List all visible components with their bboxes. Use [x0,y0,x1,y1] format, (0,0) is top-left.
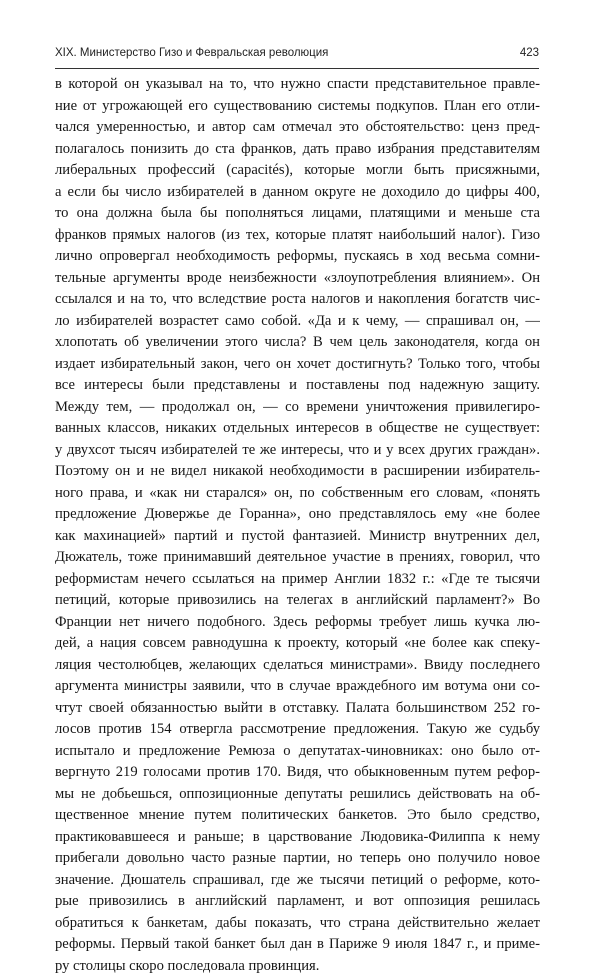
text-line: ванных классов, никаких отдельных интересов в обществе не существует: [55,418,540,440]
text-line: ло избирателей возрастет само собой. «Да и к чему, — спрашивал он, — [55,311,540,333]
text-line: ляция честолюбцев, желающих сделаться министрами». Ввиду последнего [55,655,540,677]
text-line: чтут своей обязанностью выйти в отставку. Палата большинством 252 го- [55,698,540,720]
text-line: реформистам нечего ссылаться на пример Англии 1832 г.: «Где те тысячи [55,569,540,591]
text-line: ние от угрожающей его существованию системы подкупов. План его отли- [55,96,540,118]
text-line: прибегали довольно часто разные партии, но теперь оно получило новое [55,848,540,870]
text-line: вергнуто 219 голосами против 170. Видя, что обыкновенным путем рефор- [55,762,540,784]
text-line: как махинацией» партий и пустой фантазией. Министр внутренних дел, [55,526,540,548]
text-line: дей, а нация совсем равнодушна к проекту, который «не более как спеку- [55,633,540,655]
text-line: ного права, и «как ни старался» он, по собственным его словам, «понять [55,483,540,505]
text-line: а если бы число избирателей в данном округе не доходило до цифры 400, [55,182,540,204]
text-line: практиковавшееся и раньше; в царствование Людовика-Филиппа к нему [55,827,540,849]
text-line: петиций, которые привозились на телегах в английский парламент?» Во [55,590,540,612]
text-line: чался умеренностью, и автор сам отмечал это обстоятельство: ценз пред- [55,117,540,139]
text-line: в которой он указывал на то, что нужно спасти представительное правле- [55,74,540,96]
text-line: обратиться к банкетам, дабы показать, что страна действительно желает [55,913,540,935]
text-line: мы не добьешься, оппозиционные депутаты решились действовать на об- [55,784,540,806]
text-line: у двухсот тысяч избирателей те же интересы, что и у всех других граждан». [55,440,540,462]
page-number: 423 [520,47,539,59]
text-line: издает избирательный закон, чего он хочет достигнуть? Только того, чтобы [55,354,540,376]
text-line: рые привозились в английский парламент, и вот оппозиция решилась [55,891,540,913]
text-line: реформы. Первый такой банкет был дан в Париже 9 июля 1847 г., и приме- [55,934,540,956]
body-text [55,74,540,977]
text-line: предложение Дювержье де Горанна», оно представлялось ему «не более [55,504,540,526]
text-line: лосов против 154 отвергла рассмотрение предложения. Такую же судьбу [55,719,540,741]
text-line: ссылался и на то, что вследствие роста налогов и накопления богатств чис- [55,289,540,311]
text-line: лично опровергал необходимость реформы, пускаясь в ход весьма сомни- [55,246,540,268]
text-line: все интересы были представлены и поставлены под надежную защиту. [55,375,540,397]
text-line: щественное мнение путем политических банкетов. Это было средство, [55,805,540,827]
chapter-title: XIX. Министерство Гизо и Февральская революция [55,47,328,59]
text-line: аргумента министры заявили, что в случае враждебного им вотума они со- [55,676,540,698]
text-line: полагалось понизить до ста франков, дать право избрания представителям [55,139,540,161]
text-line: франков прямых налогов (из тех, которые платят наибольший налог). Гизо [55,225,540,247]
text-line: хлопотать об увеличении этого числа? В чем цель законодателя, когда он [55,332,540,354]
text-line: то она должна была бы пополняться лицами, платящими и меньше ста [55,203,540,225]
running-head [55,47,539,67]
text-line: тельные аргументы вроде неизбежности «злоупотребления влиянием». Он [55,268,540,290]
text-line: либеральных профессий (capacités), которые могли быть присяжными, [55,160,540,182]
text-line: испытало и предложение Ремюза о депутатах-чиновниках: оно было от- [55,741,540,763]
text-line: значение. Дюшатель спрашивал, где же тысячи петиций о реформе, кото- [55,870,540,892]
text-line: Поэтому он и не видел никакой необходимости в расширении избиратель- [55,461,540,483]
text-line: Дюжатель, тоже принимавший деятельное участие в прениях, говорил, что [55,547,540,569]
text-line: Франции нет ничего подобного. Здесь реформы требует лишь кучка лю- [55,612,540,634]
text-line: ру столицы скоро последовала провинция. [55,956,540,977]
header-rule [55,68,539,69]
text-line: Между тем, — продолжал он, — со времени уничтожения привилегиро- [55,397,540,419]
